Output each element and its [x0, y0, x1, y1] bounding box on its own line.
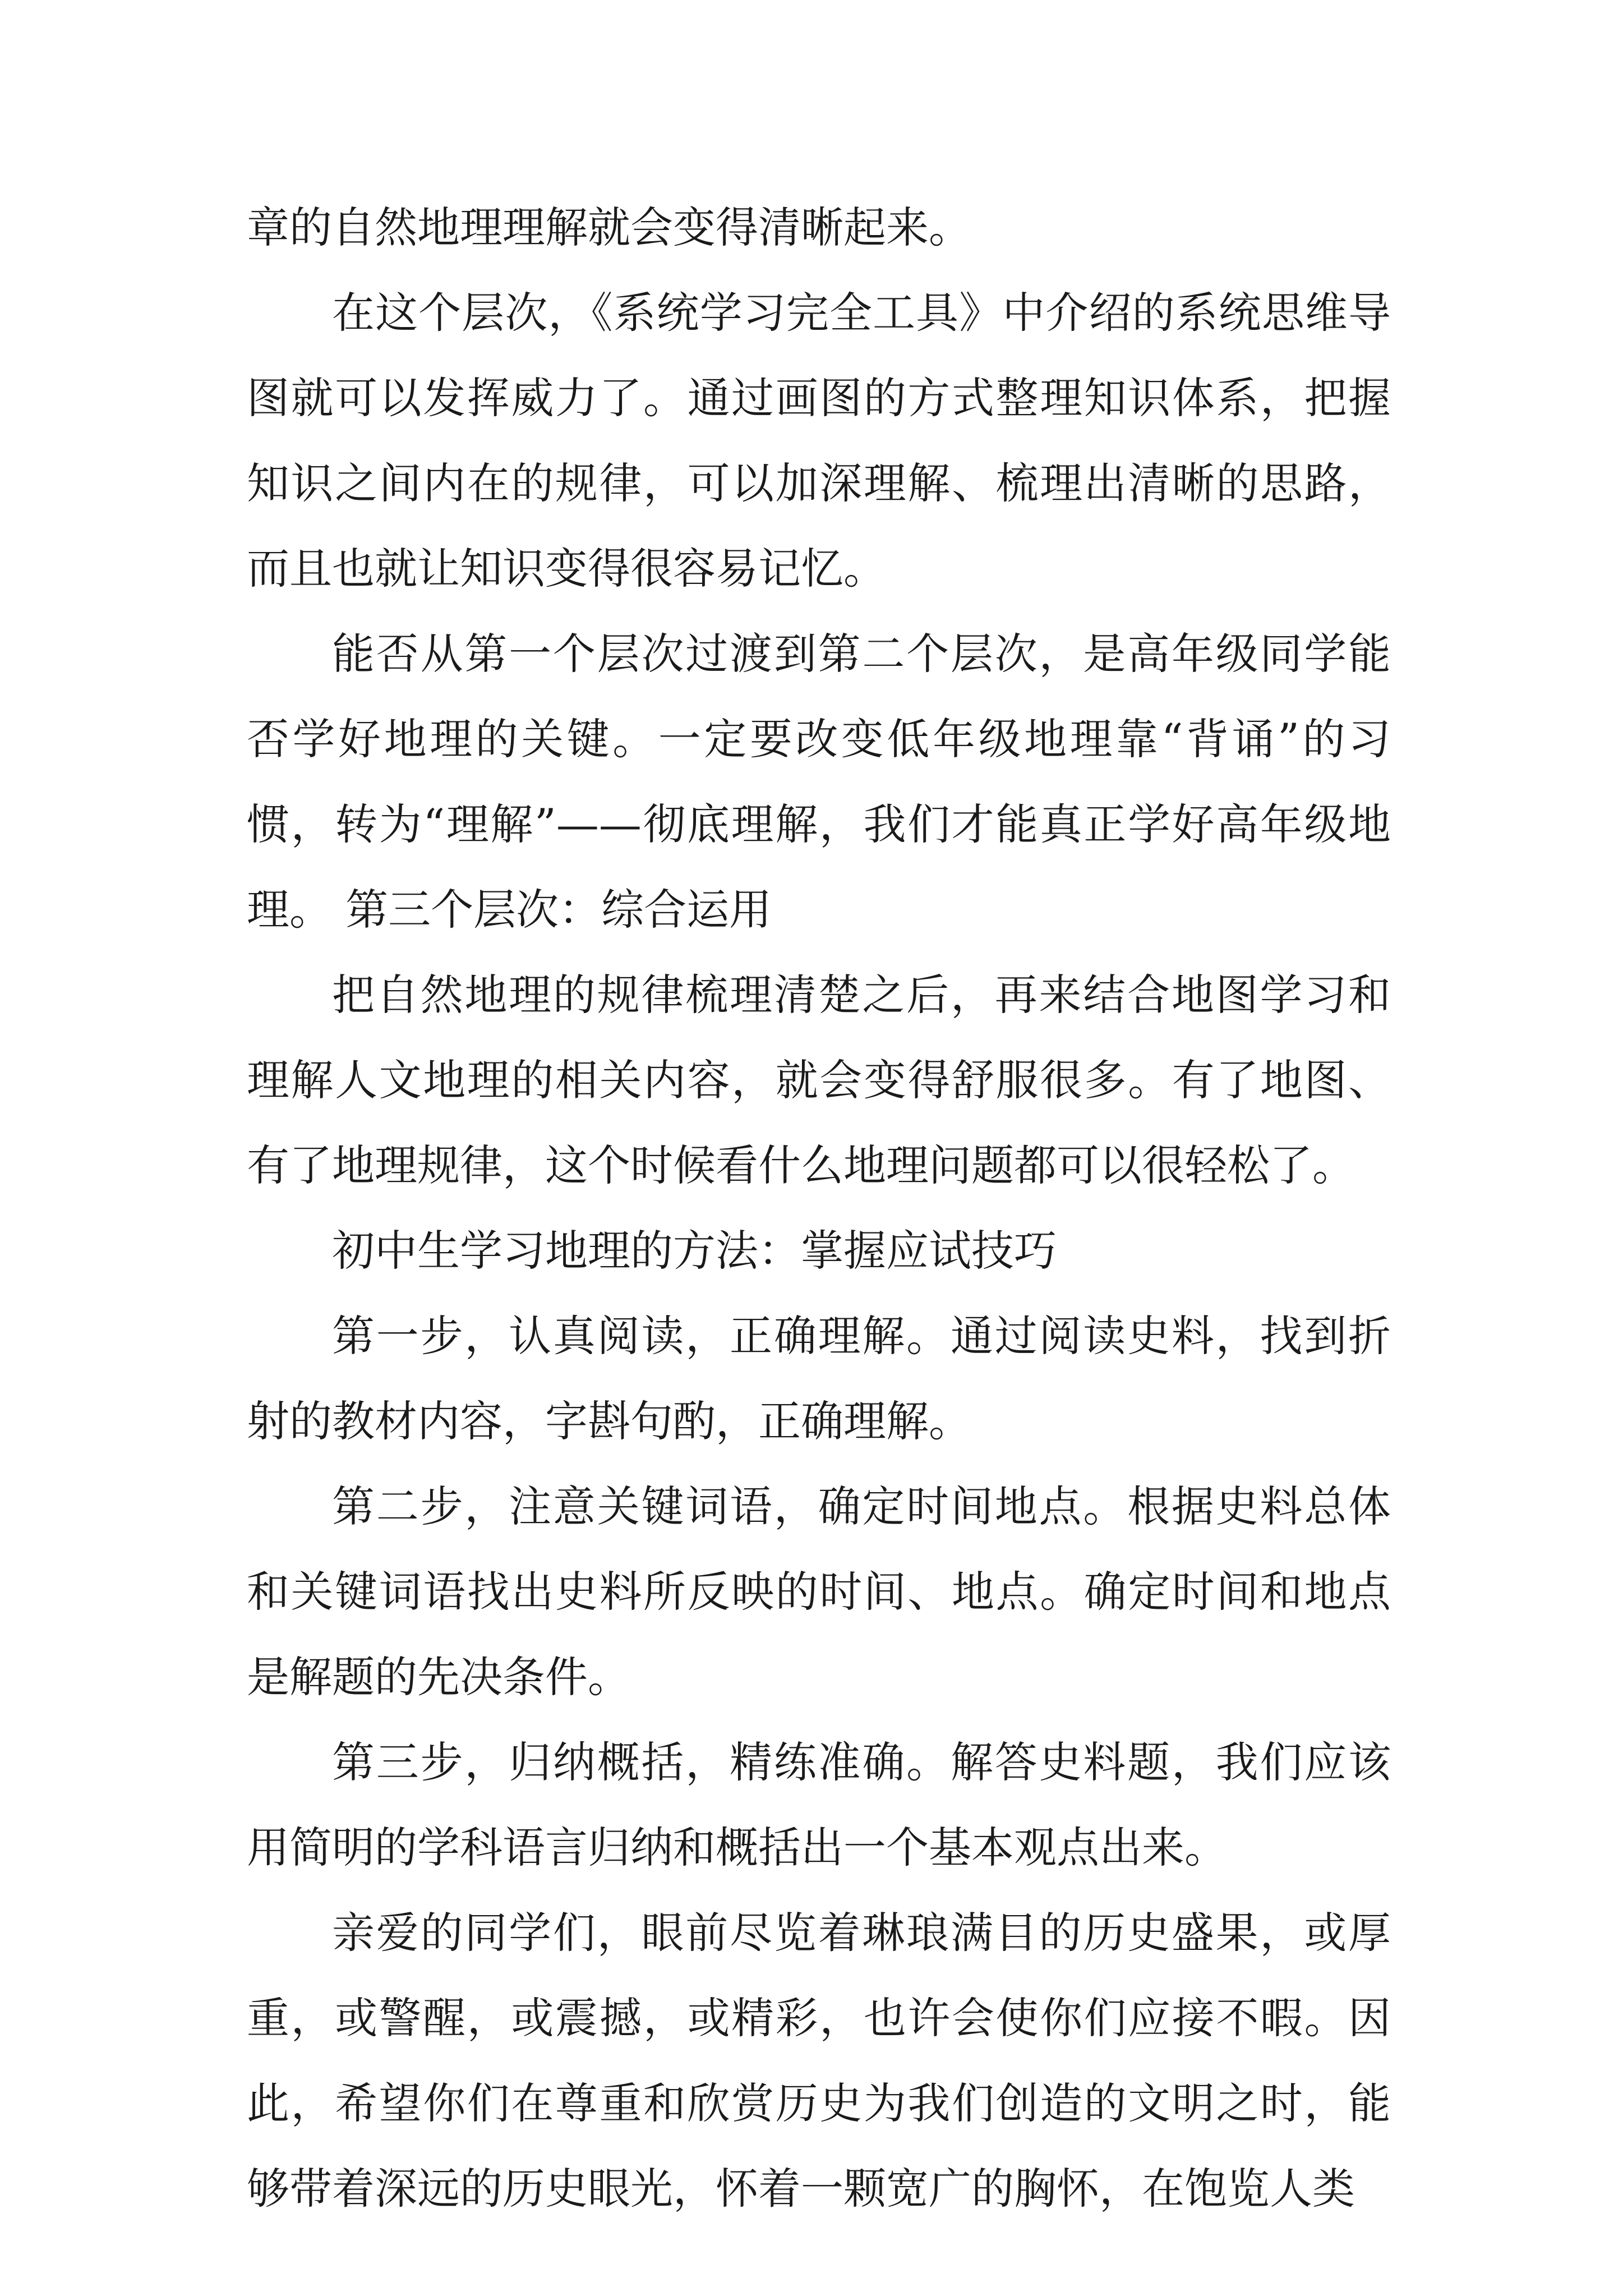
body-text [247, 185, 1391, 2231]
paragraph-5: 初中生学习地理的方法：掌握应试技巧 [332, 1226, 1057, 1276]
paragraph-6: 第一步，认真阅读，正确理解。通过阅读史料，找到折射的教材内容，字斟句酌，正确理解。 [247, 1311, 1391, 1446]
paragraph-7: 第二步，注意关键词语，确定时间地点。根据史料总体和关键词语找出史料所反映的时间、地点。确定时间和地点是解题的先决条件。 [247, 1481, 1391, 1702]
paragraph-2: 在这个层次，《系统学习完全工具》中介绍的系统思维导图就可以发挥威力了。通过画图的方式整理知识体系，把握知识之间内在的规律，可以加深理解、梳理出清晰的思路，而且也就让知识变得很容易记忆。 [247, 288, 1391, 593]
paragraph-4: 把自然地理的规律梳理清楚之后，再来结合地图学习和理解人文地理的相关内容，就会变得舒服很多。有了地图、有了地理规律，这个时候看什么地理问题都可以很轻松了。 [247, 970, 1391, 1190]
paragraph-8: 第三步，归纳概括，精练准确。解答史料题，我们应该用简明的学科语言归纳和概括出一个基本观点出来。 [247, 1737, 1391, 1872]
paragraph-1: 章的自然地理理解就会变得清晰起来。 [247, 203, 971, 252]
paragraph-3: 能否从第一个层次过渡到第二个层次，是高年级同学能否学好地理的关键。一定要改变低年级地理靠“背诵”的习惯，转为“理解”——彻底理解，我们才能真正学好高年级地理。 第三个层次：综合运用 [247, 629, 1391, 935]
paragraph-9: 亲爱的同学们，眼前尽览着琳琅满目的历史盛果，或厚重，或警醒，或震撼，或精彩，也许会使你们应接不暇。因此，希望你们在尊重和欣赏历史为我们创造的文明之时，能够带着深远的历史眼光，怀着一颗宽广的胸怀，在饱览人类 [247, 1908, 1391, 2214]
